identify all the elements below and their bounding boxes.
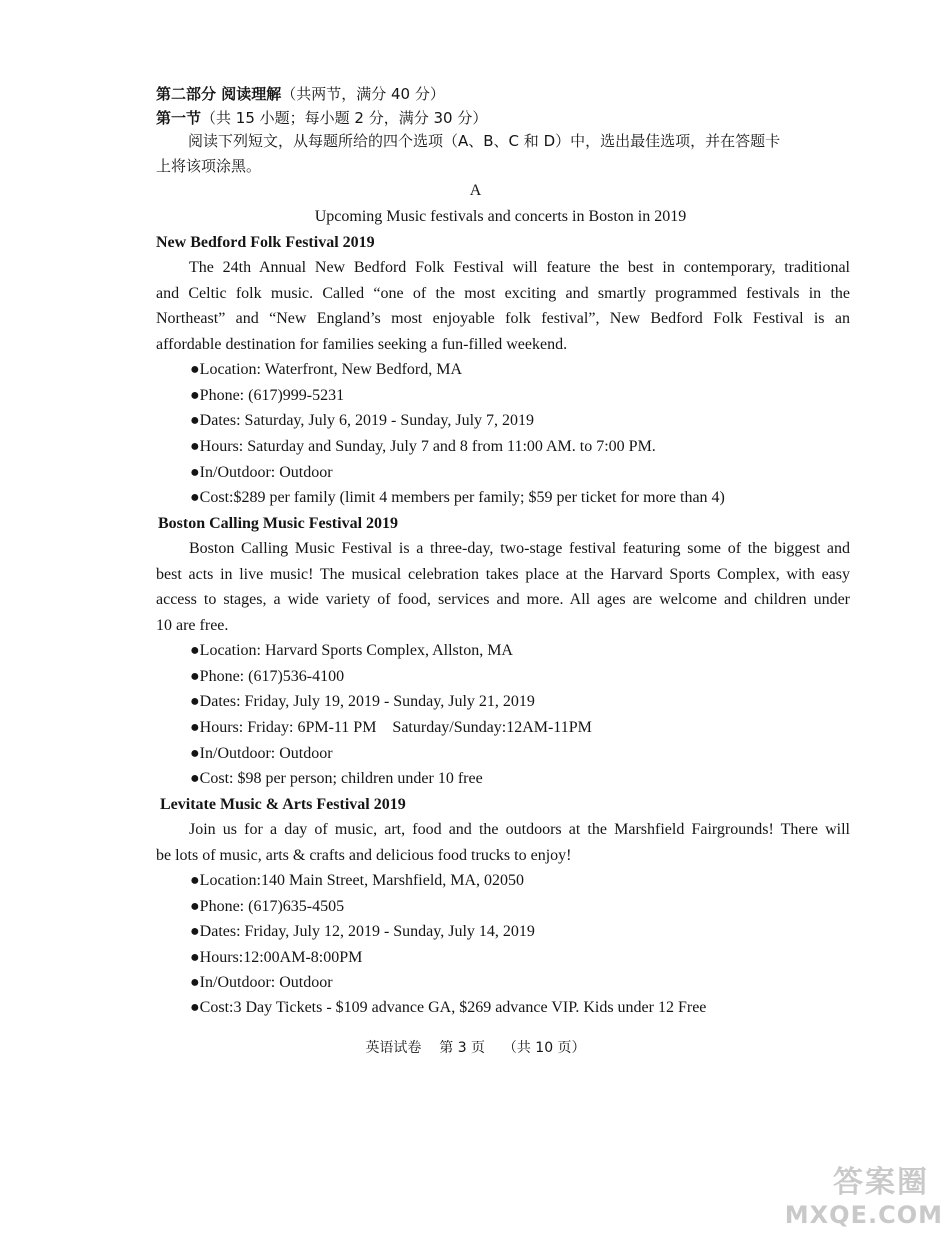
site-watermark — [784, 1157, 943, 1229]
part-heading-note: （共两节，满分 40 分） — [281, 85, 445, 103]
part-heading-bold: 第二部分 阅读理解 — [156, 85, 282, 103]
festival-description-line: 10 are free. — [156, 617, 229, 634]
festival-description-line: The 24th Annual New Bedford Folk Festival will feature the best in contemporary, traditional — [189, 259, 850, 276]
festival-detail-phone: ●Phone: (617)635-4505 — [190, 898, 345, 915]
festival-detail-hours: ●Hours: Saturday and Sunday, July 7 and 8 from 11:00 AM. to 7:00 PM. — [190, 438, 656, 455]
festival-description-line: Boston Calling Music Festival is a three-day, two-stage festival featuring some of the biggest and — [189, 540, 850, 557]
festival-detail-location: ●Location: Waterfront, New Bedford, MA — [190, 361, 463, 378]
festival-detail-venue-type: ●In/Outdoor: Outdoor — [190, 464, 333, 481]
festival-detail-cost: ●Cost: $98 per person; children under 10 free — [190, 770, 483, 787]
festival-title-new-bedford: New Bedford Folk Festival 2019 — [156, 234, 375, 251]
festival-title-boston-calling: Boston Calling Music Festival 2019 — [158, 515, 399, 532]
page-footer: 英语试卷 第 3 页 （共 10 页） — [365, 1040, 586, 1056]
festival-description-line: and Celtic folk music. Called “one of the most exciting and smartly programmed festivals in the — [156, 285, 850, 302]
instruction-line-2: 上将该项涂黑。 — [156, 157, 262, 175]
festival-description-line: access to stages, a wide variety of food, services and more. All ages are welcome and children under — [156, 591, 850, 608]
festival-detail-hours: ●Hours: Friday: 6PM-11 PM Saturday/Sunday:12AM-11PM — [190, 719, 592, 736]
festival-detail-cost: ●Cost:3 Day Tickets - $109 advance GA, $269 advance VIP. Kids under 12 Free — [190, 999, 707, 1016]
festival-detail-location: ●Location: Harvard Sports Complex, Allston, MA — [190, 642, 513, 659]
festival-detail-dates: ●Dates: Saturday, July 6, 2019 - Sunday, July 7, 2019 — [190, 412, 535, 429]
festival-detail-hours: ●Hours:12:00AM-8:00PM — [190, 949, 363, 966]
festival-title-levitate: Levitate Music & Arts Festival 2019 — [160, 796, 406, 813]
festival-detail-phone: ●Phone: (617)536-4100 — [190, 668, 345, 685]
festival-description-line: be lots of music, arts & crafts and delicious food trucks to enjoy! — [156, 847, 572, 864]
passage-letter: A — [469, 182, 482, 199]
festival-detail-cost: ●Cost:$289 per family (limit 4 members per family; $59 per ticket for more than 4) — [190, 489, 725, 506]
festival-detail-dates: ●Dates: Friday, July 12, 2019 - Sunday, July 14, 2019 — [190, 923, 535, 940]
watermark-top-text: 答案圈 — [833, 1165, 929, 1200]
festival-description-line: affordable destination for families seeking a fun-filled weekend. — [156, 336, 568, 353]
festival-detail-phone: ●Phone: (617)999-5231 — [190, 387, 345, 404]
watermark-bottom-text: MXQE.COM — [784, 1201, 943, 1229]
festival-description-line: Join us for a day of music, art, food and the outdoors at the Marshfield Fairgrounds! There will — [189, 821, 850, 838]
festival-detail-venue-type: ●In/Outdoor: Outdoor — [190, 745, 333, 762]
part-heading — [156, 83, 445, 105]
festival-detail-location: ●Location:140 Main Street, Marshfield, MA, 02050 — [190, 872, 525, 889]
passage-title: Upcoming Music festivals and concerts in Boston in 2019 — [314, 208, 687, 225]
festival-detail-venue-type: ●In/Outdoor: Outdoor — [190, 974, 333, 991]
section-heading — [156, 107, 487, 129]
section-heading-bold: 第一节 — [156, 109, 202, 127]
section-heading-note: （共 15 小题；每小题 2 分，满分 30 分） — [201, 109, 488, 127]
instruction-line-1: 阅读下列短文，从每题所给的四个选项（A、B、C 和 D）中，选出最佳选项，并在答题卡 — [188, 132, 781, 150]
festival-description-line: Northeast” and “New England’s most enjoyable folk festival”, New Bedford Folk Festival is an — [156, 310, 850, 327]
festival-description-line: best acts in live music! The musical celebration takes place at the Harvard Sports Complex, with easy — [156, 566, 850, 583]
festival-detail-dates: ●Dates: Friday, July 19, 2019 - Sunday, July 21, 2019 — [190, 693, 535, 710]
